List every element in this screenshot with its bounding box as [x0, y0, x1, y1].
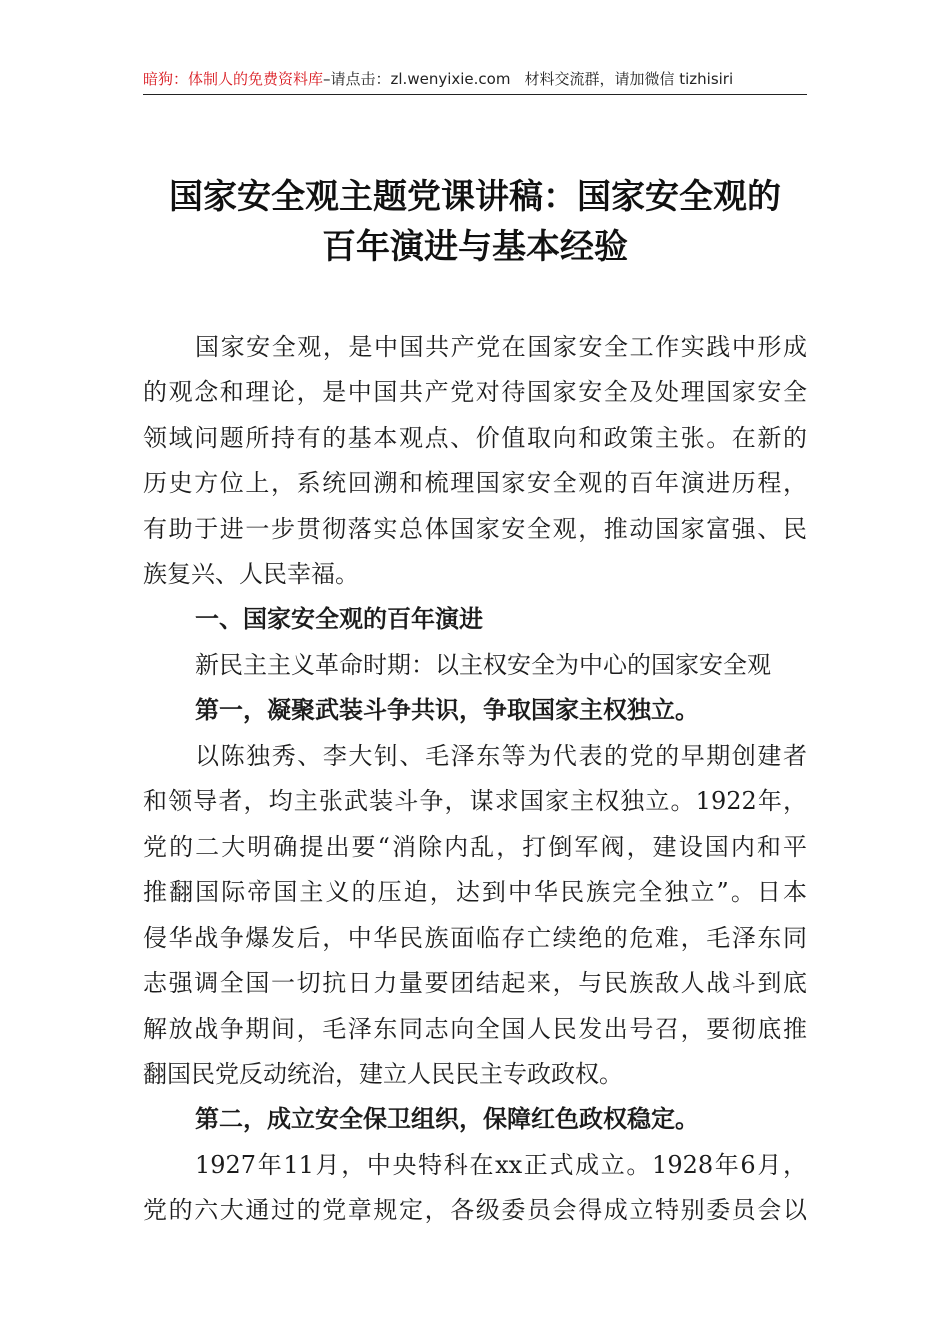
- paragraph-line: 有助于进一步贯彻落实总体国家安全观，推动国家富强、民: [143, 515, 807, 543]
- paragraph-line: 推翻国际帝国主义的压迫，达到中华民族完全独立”。日本: [143, 878, 807, 906]
- paragraph-line: 1927年11月，中央特科在xx正式成立。1928年6月，: [195, 1151, 807, 1179]
- paragraph-line: 翻国民党反动统治，建立人民民主专政政权。: [143, 1060, 623, 1088]
- paragraph-line: 历史方位上，系统回溯和梳理国家安全观的百年演进历程，: [143, 469, 807, 497]
- paragraph-line: 党的六大通过的党章规定，各级委员会得成立特别委员会以: [143, 1196, 807, 1224]
- paragraph-line: 国家安全观，是中国共产党在国家安全工作实践中形成: [195, 333, 807, 361]
- header-contact: 材料交流群，请加微信 tizhisiri: [524, 70, 734, 88]
- paragraph-line: 侵华战争爆发后，中华民族面临存亡续绝的危难，毛泽东同: [143, 924, 807, 952]
- section-heading: 一、国家安全观的百年演进: [195, 605, 483, 633]
- paragraph-line: 解放战争期间，毛泽东同志向全国人民发出号召，要彻底推: [143, 1015, 807, 1043]
- header-brand: 暗狗：体制人的免费资料库: [143, 70, 324, 88]
- point-heading: 第一，凝聚武装斗争共识，争取国家主权独立。: [195, 695, 699, 724]
- subsection-heading: 新民主主义革命时期：以主权安全为中心的国家安全观: [195, 651, 771, 679]
- page-header: [143, 66, 807, 95]
- paragraph-line: 党的二大明确提出要“消除内乱，打倒军阀，建设国内和平: [143, 833, 807, 861]
- paragraph-line: 的观念和理论，是中国共产党对待国家安全及处理国家安全: [143, 378, 807, 406]
- paragraph-line: 和领导者，均主张武装斗争，谋求国家主权独立。1922年，: [143, 787, 807, 815]
- paragraph-line: 族复兴、人民幸福。: [143, 560, 359, 588]
- paragraph-line: 领域问题所持有的基本观点、价值取向和政策主张。在新的: [143, 424, 807, 452]
- paragraph-line: 以陈独秀、李大钊、毛泽东等为代表的党的早期创建者: [195, 742, 807, 770]
- point-heading: 第二，成立安全保卫组织，保障红色政权稳定。: [195, 1104, 699, 1133]
- document-title-line-1: 国家安全观主题党课讲稿：国家安全观的: [169, 177, 781, 217]
- header-link[interactable]: –请点击：zl.wenyixie.com: [323, 70, 511, 88]
- document-title-line-2: 百年演进与基本经验: [322, 227, 628, 267]
- paragraph-line: 志强调全国一切抗日力量要团结起来，与民族敌人战斗到底: [143, 969, 807, 997]
